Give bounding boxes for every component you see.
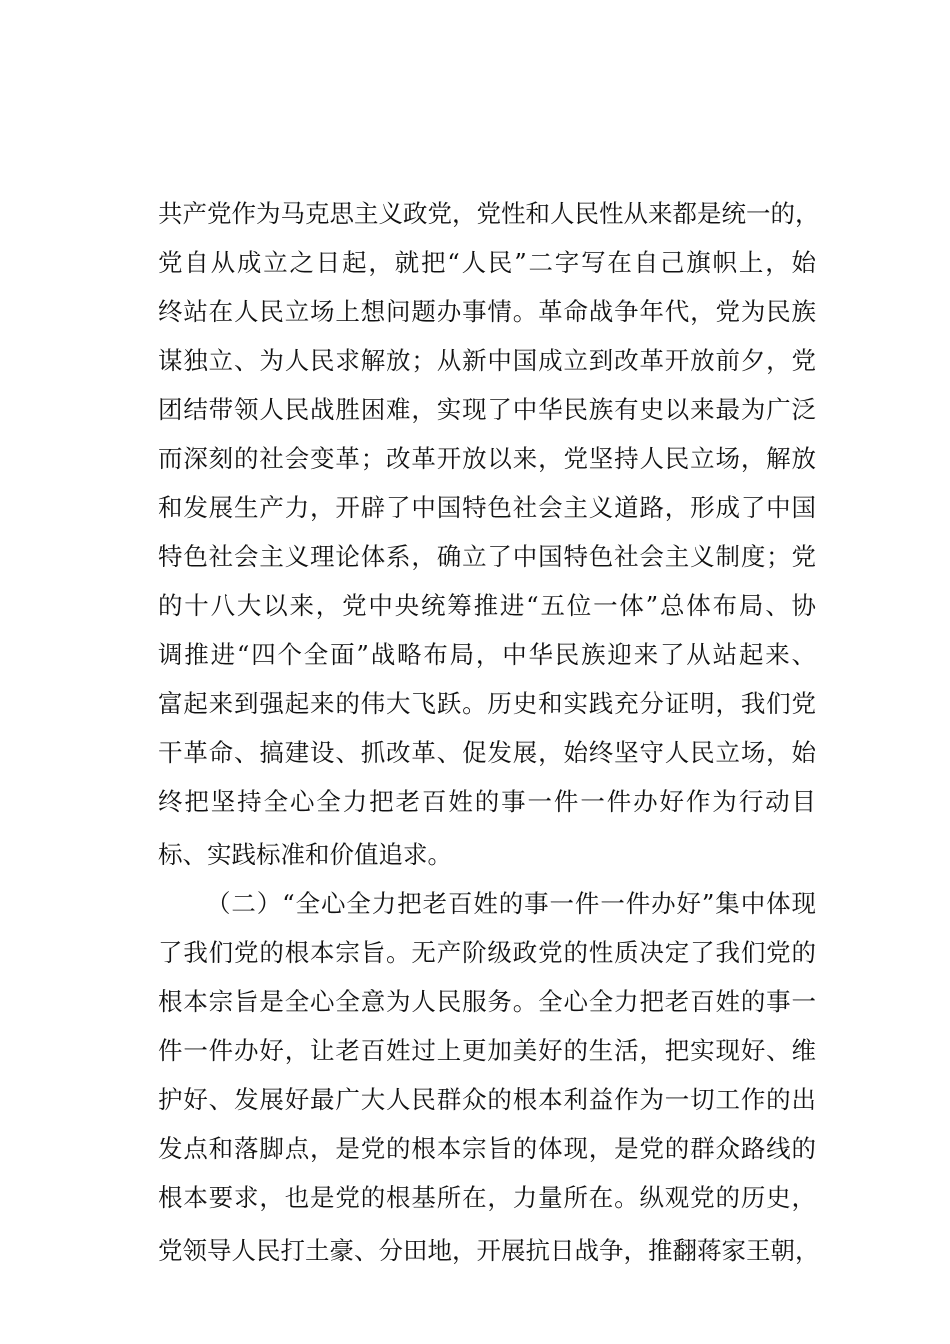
text-line: 党领导人民打土豪、分田地，开展抗日战争，推翻蒋家王朝， [158,1236,820,1265]
text-line: 调推进“四个全面”战略布局，中华民族迎来了从站起来、 [158,640,816,669]
text-line: 特色社会主义理论体系，确立了中国特色社会主义制度；党 [158,542,816,571]
text-line: 根本要求，也是党的根基所在，力量所在。纵观党的历史， [158,1183,816,1212]
text-line: 团结带领人民战胜困难，实现了中华民族有史以来最为广泛 [158,395,816,424]
text-line: 了我们党的根本宗旨。无产阶级政党的性质决定了我们党的 [158,938,816,967]
text-line: 终站在人民立场上想问题办事情。革命战争年代，党为民族 [158,297,816,326]
text-line: 根本宗旨是全心全意为人民服务。全心全力把老百姓的事一 [158,987,816,1016]
text-line: 护好、发展好最广大人民群众的根本利益作为一切工作的出 [158,1085,816,1114]
text-line: 的十八大以来，党中央统筹推进“五位一体”总体布局、协 [158,591,816,620]
text-line: 谋独立、为人民求解放；从新中国成立到改革开放前夕，党 [158,346,816,375]
text-line: 和发展生产力，开辟了中国特色社会主义道路，形成了中国 [158,493,816,522]
text-line: 终把坚持全心全力把老百姓的事一件一件办好作为行动目 [158,787,816,816]
text-line: 共产党作为马克思主义政党，党性和人民性从来都是统一的， [158,199,820,228]
text-line: 干革命、搞建设、抓改革、促发展，始终坚守人民立场，始 [158,738,816,767]
text-line: 而深刻的社会变革；改革开放以来，党坚持人民立场，解放 [158,444,816,473]
text-line: 党自从成立之日起，就把“人民”二字写在自己旗帜上，始 [158,248,816,277]
text-line: （二）“全心全力把老百姓的事一件一件办好”集中体现 [206,889,816,918]
text-line: 发点和落脚点，是党的根本宗旨的体现，是党的群众路线的 [158,1134,816,1163]
text-line: 件一件办好，让老百姓过上更加美好的生活，把实现好、维 [158,1036,816,1065]
text-line: 富起来到强起来的伟大飞跃。历史和实践充分证明，我们党 [158,689,816,718]
text-line: 标、实践标准和价值追求。 [158,840,452,869]
